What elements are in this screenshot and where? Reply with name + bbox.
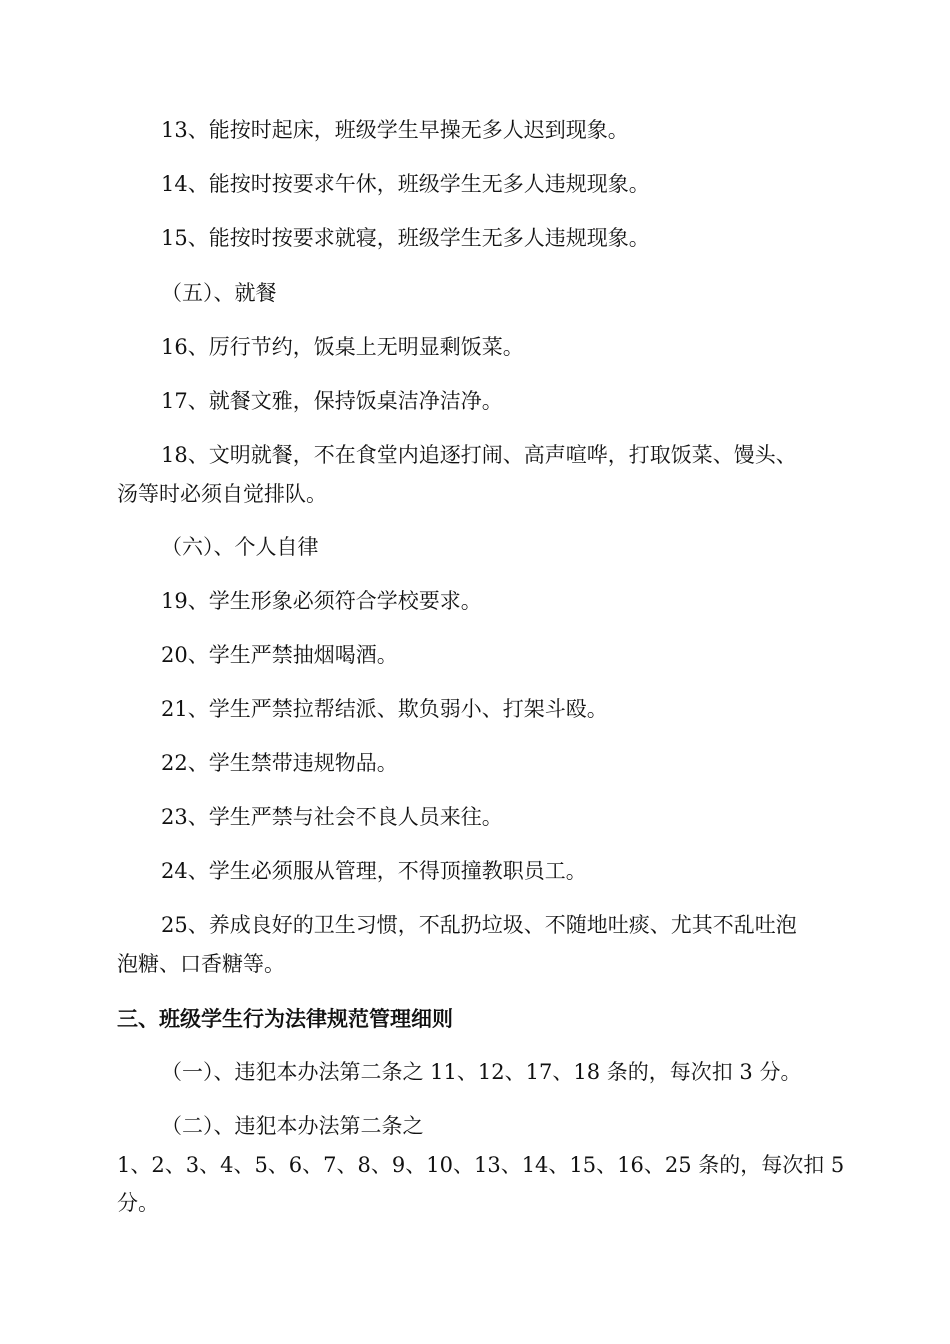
rule-2-line-1: （二）、违犯本办法第二条之 <box>161 1114 424 1138</box>
part-3-heading: 三、班级学生行为法律规范管理细则 <box>117 1007 453 1031</box>
section-heading-self-discipline: （六）、个人自律 <box>161 535 319 559</box>
rule-2-line-3: 分。 <box>117 1191 159 1215</box>
item-16: 16、厉行节约，饭桌上无明显剩饭菜。 <box>161 335 524 359</box>
item-13: 13、能按时起床，班级学生早操无多人迟到现象。 <box>161 118 629 142</box>
item-15: 15、能按时按要求就寝，班级学生无多人违规现象。 <box>161 226 650 250</box>
rule-2-line-2: 1、2、3、4、5、6、7、8、9、10、13、14、15、16、25 条的，每次扣 5 <box>117 1153 845 1177</box>
section-heading-dining: （五）、就餐 <box>161 281 277 305</box>
item-17: 17、就餐文雅，保持饭桌洁净洁净。 <box>161 389 503 413</box>
item-18-line-1: 18、文明就餐，不在食堂内追逐打闹、高声喧哗，打取饭菜、馒头、 <box>161 443 797 467</box>
item-14: 14、能按时按要求午休，班级学生无多人违规现象。 <box>161 172 650 196</box>
item-18-line-2: 汤等时必须自觉排队。 <box>117 482 327 506</box>
item-20: 20、学生严禁抽烟喝酒。 <box>161 643 398 667</box>
item-22: 22、学生禁带违规物品。 <box>161 751 398 775</box>
item-25-line-2: 泡糖、口香糖等。 <box>117 952 285 976</box>
item-23: 23、学生严禁与社会不良人员来往。 <box>161 805 503 829</box>
item-25-line-1: 25、养成良好的卫生习惯，不乱扔垃圾、不随地吐痰、尤其不乱吐泡 <box>161 913 797 937</box>
item-19: 19、学生形象必须符合学校要求。 <box>161 589 482 613</box>
item-24: 24、学生必须服从管理，不得顶撞教职员工。 <box>161 859 587 883</box>
rule-1: （一）、违犯本办法第二条之 11、12、17、18 条的，每次扣 3 分。 <box>161 1060 802 1084</box>
item-21: 21、学生严禁拉帮结派、欺负弱小、打架斗殴。 <box>161 697 608 721</box>
